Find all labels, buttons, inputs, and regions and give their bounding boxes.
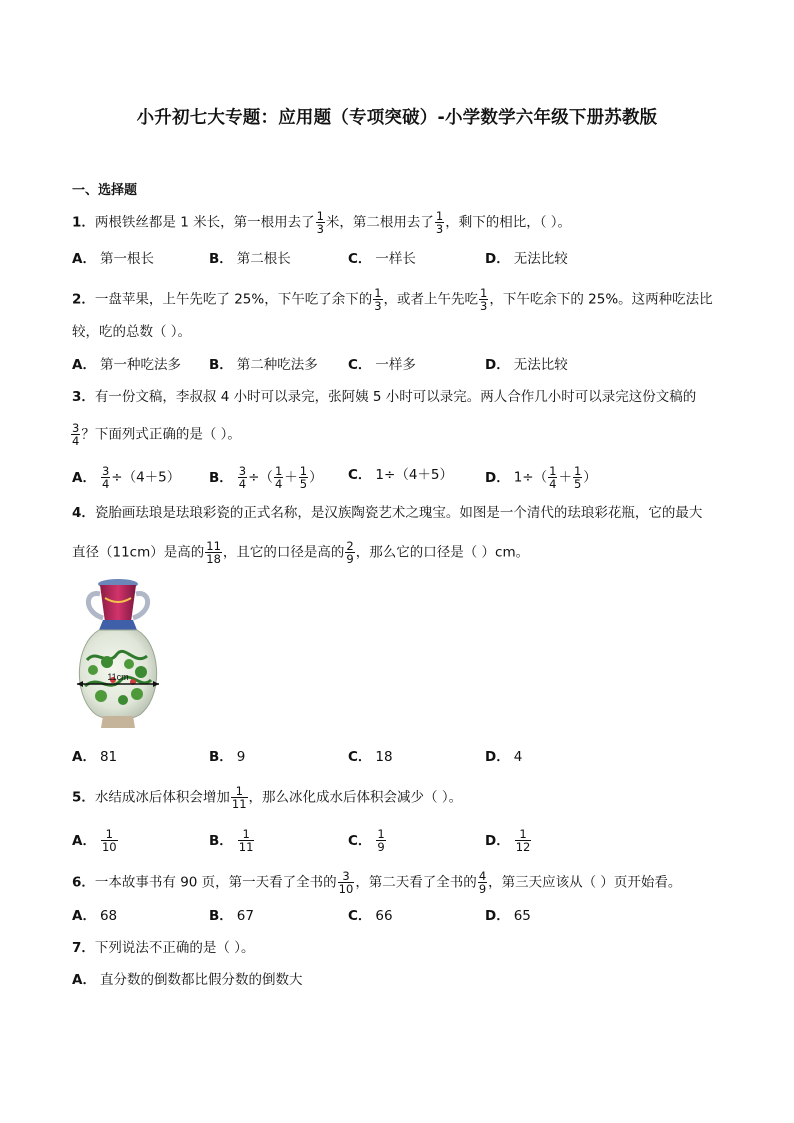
numerator: 1 — [573, 464, 582, 478]
question-text: 下列说法不正确的是（ ）。 — [94, 940, 255, 956]
denominator: 4 — [72, 434, 80, 448]
numerator: 2 — [346, 539, 354, 553]
option-text: 无法比较 — [513, 357, 568, 373]
option-letter: A． — [72, 749, 96, 765]
option-letter: D． — [485, 908, 510, 924]
fraction — [316, 210, 325, 235]
option-a[interactable] — [72, 970, 732, 990]
denominator: 10 — [338, 882, 354, 896]
numerator: 1 — [480, 286, 488, 300]
vase-foot — [101, 716, 135, 728]
denominator: 11 — [238, 840, 254, 854]
diameter-label: 11cm — [107, 672, 129, 682]
question-3 — [72, 387, 732, 407]
denominator: 3 — [316, 222, 324, 236]
question-6 — [72, 870, 732, 895]
option-text: 一样多 — [375, 357, 416, 373]
option-text: 67 — [236, 908, 254, 924]
question-number: 7． — [72, 940, 95, 956]
option-letter: A． — [72, 908, 96, 924]
option-text: 1÷（ — [513, 469, 548, 486]
numerator: 1 — [105, 827, 113, 841]
question-text: ，第二天看了全书的 — [355, 874, 477, 891]
option-d[interactable] — [485, 249, 568, 269]
option-text: 无法比较 — [513, 251, 568, 267]
option-d[interactable] — [485, 355, 568, 375]
numerator: 3 — [101, 464, 110, 478]
fraction — [515, 828, 532, 853]
question-text: 有一份文稿，李叔叔 4 小时可以录完，张阿姨 5 小时可以录完。两人合作几小时可以录完这份文稿的 — [94, 389, 697, 405]
fraction — [345, 540, 354, 565]
fraction — [478, 870, 487, 895]
enamel-vase-image — [73, 576, 163, 736]
option-letter: D． — [485, 749, 510, 765]
fraction — [479, 287, 488, 312]
page-title: 小升初七大专题：应用题（专项突破）-小学数学六年级下册苏教版 — [136, 108, 658, 128]
plus-sign: ＋ — [558, 469, 572, 486]
question-number: 1． — [72, 214, 95, 231]
denominator: 11 — [231, 797, 247, 811]
question-text: ，或者上午先吃 — [383, 291, 479, 308]
option-letter: D． — [485, 832, 510, 849]
denominator: 18 — [206, 552, 221, 566]
denominator: 4 — [549, 477, 557, 491]
question-1 — [72, 210, 732, 235]
question-number: 5． — [72, 789, 95, 806]
option-b[interactable] — [209, 828, 255, 853]
question-text: 一本故事书有 90 页，第一天看了全书的 — [94, 874, 337, 891]
numerator: 11 — [206, 539, 221, 553]
question-number: 4． — [72, 505, 95, 521]
numerator: 1 — [242, 827, 250, 841]
numerator: 1 — [274, 464, 283, 478]
option-c[interactable] — [348, 249, 416, 269]
option-a[interactable] — [72, 747, 117, 767]
question-text: ，下午吃余下的 25%。这两种吃法比 — [489, 291, 713, 308]
vase-handle-left — [88, 594, 103, 618]
denominator: 3 — [435, 222, 444, 236]
numerator: 1 — [235, 784, 243, 798]
question-text: ，且它的口径是高的 — [222, 544, 345, 561]
question-text: 瓷胎画珐琅是珐琅彩瓷的正式名称，是汉族陶瓷艺术之瑰宝。如图是一个清代的珐琅彩花瓶，它的最大 — [94, 505, 703, 521]
option-text: 1÷（4＋5） — [375, 467, 454, 483]
option-text: 68 — [99, 908, 118, 924]
option-text: 第一种吃法多 — [99, 357, 181, 373]
question-3-line-2 — [70, 422, 730, 447]
denominator: 4 — [101, 477, 110, 491]
fraction — [435, 210, 444, 235]
option-letter: A． — [72, 972, 96, 988]
option-text: 66 — [375, 908, 393, 924]
denominator: 9 — [478, 882, 487, 896]
option-letter: B． — [209, 357, 233, 373]
option-a[interactable] — [72, 355, 181, 375]
fraction — [101, 828, 118, 853]
denominator: 9 — [377, 840, 385, 854]
option-letter: B． — [209, 251, 233, 267]
fraction — [338, 870, 355, 895]
denominator: 3 — [480, 299, 488, 313]
fraction — [205, 540, 222, 565]
numerator: 1 — [374, 286, 382, 300]
question-number: 3． — [72, 389, 95, 405]
option-text: 65 — [513, 908, 531, 924]
question-4-line-2 — [72, 540, 732, 565]
option-text: 第二根长 — [236, 251, 291, 267]
option-text: ） — [309, 469, 323, 486]
option-c[interactable] — [348, 747, 393, 767]
vase-neck — [100, 585, 136, 622]
option-letter: C． — [348, 467, 372, 483]
option-text: 18 — [375, 749, 393, 765]
question-2-line-2: 较，吃的总数（ ）。 — [72, 324, 192, 340]
option-letter: B． — [209, 469, 233, 486]
denominator: 10 — [101, 840, 117, 854]
fraction — [238, 828, 255, 853]
question-4 — [72, 503, 732, 523]
option-letter: A． — [72, 832, 96, 849]
option-c[interactable] — [348, 465, 453, 485]
question-text: 直径（11cm）是高的 — [72, 544, 205, 561]
denominator: 5 — [299, 477, 308, 491]
option-b[interactable] — [209, 747, 245, 767]
option-letter: A． — [72, 251, 96, 267]
numerator: 3 — [238, 464, 247, 478]
fraction — [548, 465, 557, 490]
question-5 — [72, 785, 732, 810]
option-a[interactable] — [72, 249, 154, 269]
numerator: 1 — [435, 209, 444, 223]
numerator: 1 — [316, 209, 324, 223]
option-letter: B． — [209, 908, 233, 924]
option-c[interactable] — [348, 355, 416, 375]
question-text: ，那么它的口径是（ ）cm。 — [355, 544, 530, 561]
question-number: 6． — [72, 874, 95, 891]
plus-sign: ＋ — [284, 469, 298, 486]
denominator: 5 — [573, 477, 582, 491]
question-text: ？下面列式正确的是（ ）。 — [81, 426, 241, 443]
numerator: 1 — [519, 827, 527, 841]
option-d[interactable] — [485, 828, 532, 853]
fraction — [573, 465, 582, 490]
denominator: 12 — [515, 840, 531, 854]
question-number: 2． — [72, 291, 95, 308]
option-letter: A． — [72, 357, 96, 373]
denominator: 4 — [274, 477, 283, 491]
numerator: 4 — [478, 869, 487, 883]
option-b[interactable] — [209, 249, 291, 269]
fraction — [71, 422, 80, 447]
option-letter: C． — [348, 908, 372, 924]
option-letter: C． — [348, 832, 372, 849]
option-b[interactable] — [209, 906, 254, 926]
question-7 — [72, 938, 732, 958]
numerator: 1 — [377, 827, 385, 841]
question-text: 米，第二根用去了 — [325, 214, 434, 231]
denominator: 4 — [238, 477, 247, 491]
option-text: 一样长 — [375, 251, 416, 267]
question-text: 一盘苹果，上午先吃了 25%，下午吃了余下的 — [94, 291, 373, 308]
vase-handle-right — [133, 594, 148, 618]
numerator: 3 — [72, 421, 80, 435]
option-letter: C． — [348, 357, 372, 373]
option-text: 81 — [99, 749, 118, 765]
option-b[interactable] — [209, 465, 323, 490]
option-text: 4 — [513, 749, 523, 765]
option-d[interactable] — [485, 906, 531, 926]
fraction — [299, 465, 308, 490]
option-d[interactable] — [485, 747, 522, 767]
section-heading: 一、选择题 — [72, 183, 138, 198]
option-letter: A． — [72, 469, 96, 486]
question-2 — [72, 287, 732, 312]
option-letter: B． — [209, 749, 233, 765]
numerator: 1 — [299, 464, 308, 478]
fraction — [373, 287, 382, 312]
option-letter: B． — [209, 832, 233, 849]
option-text: 直分数的倒数都比假分数的倒数大 — [99, 972, 303, 988]
option-text: 第二种吃法多 — [236, 357, 318, 373]
question-text: ，剩下的相比，（ ）。 — [445, 214, 572, 231]
fraction — [101, 465, 110, 490]
option-text: 第一根长 — [99, 251, 154, 267]
option-letter: D． — [485, 469, 510, 486]
numerator: 3 — [342, 869, 350, 883]
option-b[interactable] — [209, 355, 318, 375]
numerator: 1 — [549, 464, 557, 478]
option-letter: C． — [348, 251, 372, 267]
option-c[interactable] — [348, 828, 387, 853]
option-text: ÷（4＋5） — [111, 469, 181, 486]
option-text: ） — [583, 469, 597, 486]
fraction — [238, 465, 247, 490]
vase-shoulder — [99, 620, 137, 630]
option-a[interactable] — [72, 465, 180, 490]
option-text: 9 — [236, 749, 246, 765]
fraction — [376, 828, 385, 853]
fraction — [231, 785, 248, 810]
option-d[interactable] — [485, 465, 597, 490]
question-text: 水结成冰后体积会增加 — [94, 789, 230, 806]
question-text: 两根铁丝都是 1 米长，第一根用去了 — [94, 214, 315, 231]
option-text: ÷（ — [248, 469, 273, 486]
option-c[interactable] — [348, 906, 393, 926]
option-a[interactable] — [72, 828, 119, 853]
denominator: 9 — [346, 552, 354, 566]
option-letter: C． — [348, 749, 372, 765]
option-a[interactable] — [72, 906, 117, 926]
option-letter: D． — [485, 251, 510, 267]
fraction — [274, 465, 283, 490]
option-letter: D． — [485, 357, 510, 373]
denominator: 3 — [374, 299, 382, 313]
question-text: ，那么冰化成水后体积会减少（ ）。 — [248, 789, 463, 806]
question-text: ，第三天应该从（ ）页开始看。 — [488, 874, 682, 891]
